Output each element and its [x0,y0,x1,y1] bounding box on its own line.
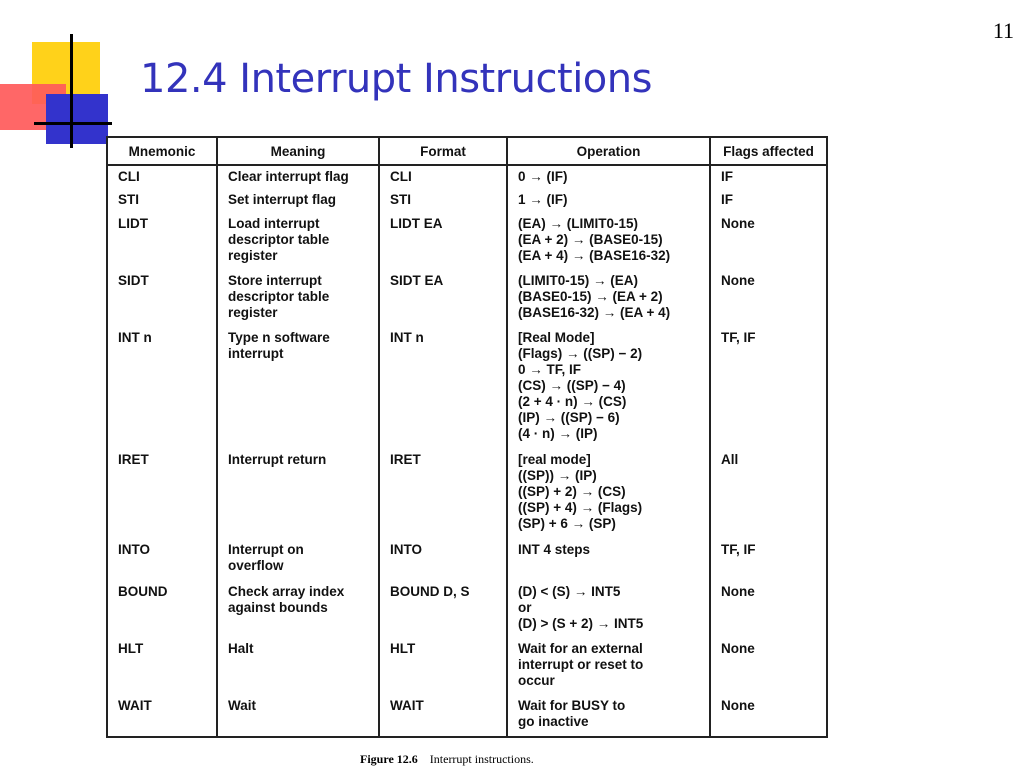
cell-format: LIDT EA [379,213,507,270]
cell-operation: 1 → (IF) [507,189,710,213]
slide-title: 12.4 Interrupt Instructions [140,56,652,102]
cell-format: INT n [379,327,507,449]
cell-mnemonic: CLI [107,165,217,189]
cell-format: SIDT EA [379,270,507,327]
table-row [107,581,827,638]
header-operation: Operation [507,137,710,165]
instruction-table-container [106,136,826,736]
cell-operation: (D) < (S) → INT5 or (D) > (S + 2) → INT5 [507,581,710,638]
cell-format: BOUND D, S [379,581,507,638]
header-mnemonic: Mnemonic [107,137,217,165]
cell-mnemonic: IRET [107,449,217,539]
table-row [107,449,827,539]
cell-operation: (LIMIT0-15) → (EA) (BASE0-15) → (EA + 2) (BASE16-32) → (EA + 4) [507,270,710,327]
table-row [107,189,827,213]
figure-caption-text: Interrupt instructions. [429,752,534,766]
table-row [107,638,827,695]
cell-mnemonic: BOUND [107,581,217,638]
cell-mnemonic: HLT [107,638,217,695]
decorative-vertical-line [70,34,73,148]
slide-number: 11 [992,18,1014,43]
table-row [107,327,827,449]
cell-meaning: Interrupt return [217,449,379,539]
cell-meaning: Wait [217,695,379,737]
cell-flags: All [710,449,827,539]
cell-meaning: Store interrupt descriptor table register [217,270,379,327]
cell-operation: (EA) → (LIMIT0-15) (EA + 2) → (BASE0-15) (EA + 4) → (BASE16-32) [507,213,710,270]
cell-format: STI [379,189,507,213]
cell-meaning: Check array index against bounds [217,581,379,638]
cell-mnemonic: INT n [107,327,217,449]
cell-flags: IF [710,189,827,213]
cell-operation: [Real Mode] (Flags) → ((SP) − 2) 0 → TF, IF (CS) → ((SP) − 4) (2 + 4 · n) → (CS) (IP) → ((SP) − 6) (4 · n) → (IP) [507,327,710,449]
cell-meaning: Clear interrupt flag [217,165,379,189]
figure-caption [360,752,534,767]
figure-caption-label: Figure 12.6 [360,752,418,766]
cell-flags: None [710,213,827,270]
cell-operation: INT 4 steps [507,539,710,581]
cell-meaning: Halt [217,638,379,695]
header-meaning: Meaning [217,137,379,165]
cell-meaning: Interrupt on overflow [217,539,379,581]
cell-format: HLT [379,638,507,695]
cell-operation: 0 → (IF) [507,165,710,189]
cell-flags: IF [710,165,827,189]
cell-flags: None [710,638,827,695]
cell-mnemonic: INTO [107,539,217,581]
cell-mnemonic: SIDT [107,270,217,327]
cell-format: IRET [379,449,507,539]
cell-mnemonic: WAIT [107,695,217,737]
cell-flags: TF, IF [710,327,827,449]
cell-mnemonic: LIDT [107,213,217,270]
header-flags-affected: Flags affected [710,137,827,165]
cell-meaning: Load interrupt descriptor table register [217,213,379,270]
table-row [107,213,827,270]
table-row [107,165,827,189]
cell-operation: Wait for BUSY to go inactive [507,695,710,737]
cell-meaning: Set interrupt flag [217,189,379,213]
cell-operation: [real mode] ((SP)) → (IP) ((SP) + 2) → (CS) ((SP) + 4) → (Flags) (SP) + 6 → (SP) [507,449,710,539]
header-format: Format [379,137,507,165]
table-header-row [107,137,827,165]
table-row [107,270,827,327]
table-row [107,695,827,737]
cell-flags: None [710,581,827,638]
cell-flags: TF, IF [710,539,827,581]
cell-format: CLI [379,165,507,189]
cell-format: WAIT [379,695,507,737]
decorative-blue-square [46,94,108,144]
table-row [107,539,827,581]
cell-operation: Wait for an external interrupt or reset to occur [507,638,710,695]
cell-meaning: Type n software interrupt [217,327,379,449]
cell-flags: None [710,695,827,737]
cell-format: INTO [379,539,507,581]
cell-flags: None [710,270,827,327]
decorative-horizontal-line [34,122,112,125]
interrupt-instructions-table [106,136,828,738]
cell-mnemonic: STI [107,189,217,213]
